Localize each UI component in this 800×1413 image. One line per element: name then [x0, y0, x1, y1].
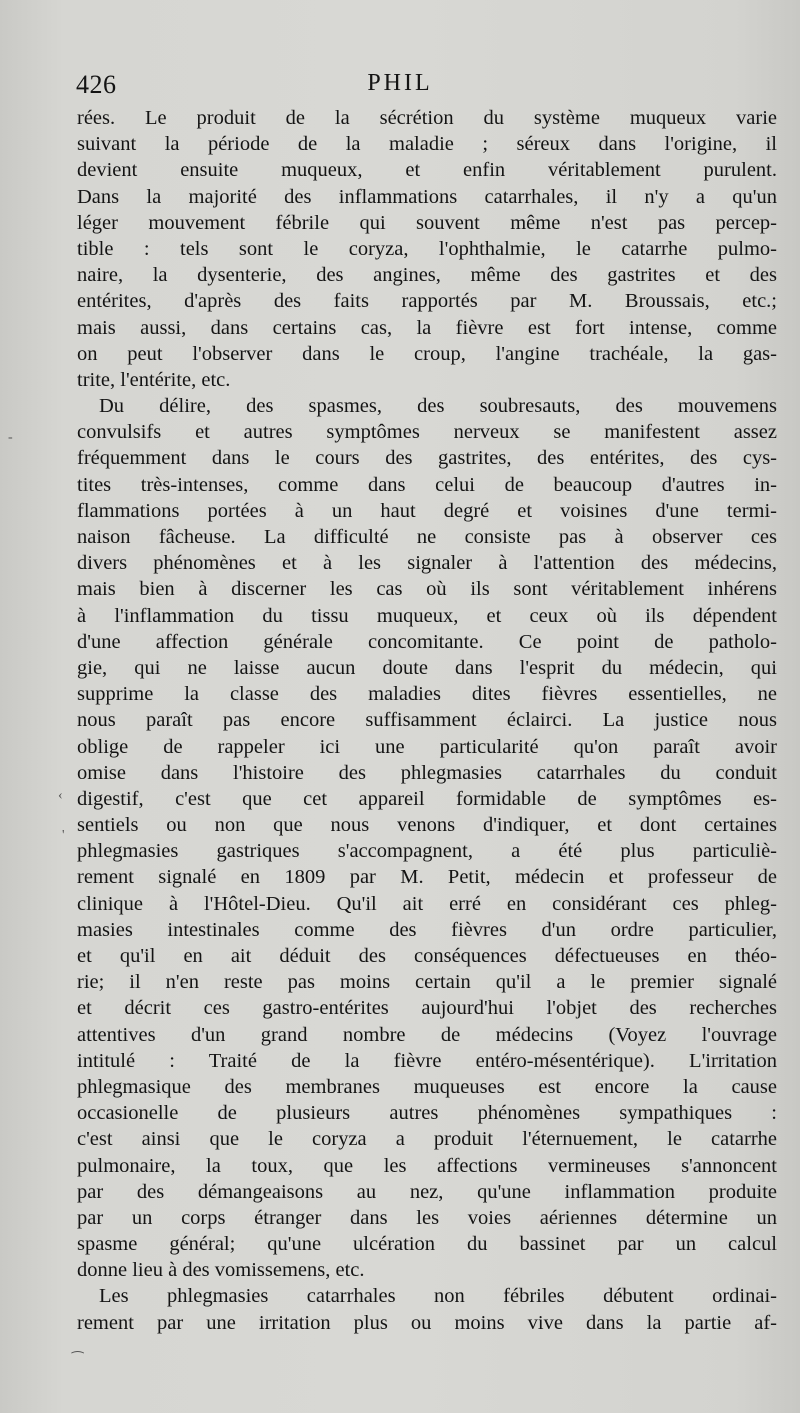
text-line: clinique à l'Hôtel-Dieu. Qu'il ait erré en considérant ces phleg-: [77, 892, 777, 915]
page-number: 426: [76, 70, 117, 99]
text-line: par un corps étranger dans les voies aériennes détermine un: [77, 1206, 777, 1229]
text-line: phlegmasies gastriques s'accompagnent, a été plus particuliè-: [77, 840, 777, 863]
text-line: Dans la majorité des inflammations catarrhales, il n'y a qu'un: [77, 185, 777, 208]
text-line: supprime la classe des maladies dites fièvres essentielles, ne: [77, 683, 777, 706]
text-line: sentiels ou non que nous venons d'indiquer, et dont certaines: [77, 814, 777, 837]
text-line: naire, la dysenterie, des angines, même des gastrites et des: [77, 264, 777, 287]
text-line: trite, l'entérite, etc.: [77, 368, 231, 391]
text-line: d'une affection générale concomitante. Ce point de patholo-: [77, 630, 777, 653]
text-line: tible : tels sont le coryza, l'ophthalmie, le catarrhe pulmo-: [77, 237, 777, 260]
text-line: gie, qui ne laisse aucun doute dans l'esprit du médecin, qui: [77, 656, 777, 679]
text-line: Les phlegmasies catarrhales non fébriles débutent ordinai-: [99, 1285, 777, 1308]
text-line: digestif, c'est que cet appareil formidable de symptômes es-: [77, 787, 777, 810]
body-text: [77, 105, 777, 1336]
margin-mark: ': [62, 828, 65, 843]
text-line: à l'inflammation du tissu muqueux, et ceux où ils dépendent: [77, 604, 777, 627]
text-line: nous paraît pas encore suffisamment éclairci. La justice nous: [77, 709, 777, 732]
text-line: rement par une irritation plus ou moins vive dans la partie af-: [77, 1311, 777, 1334]
text-line: naison fâcheuse. La difficulté ne consiste pas à observer ces: [77, 526, 777, 548]
text-line: mais aussi, dans certains cas, la fièvre est fort intense, comme: [77, 316, 777, 339]
text-line: rées. Le produit de la sécrétion du système muqueux varie: [77, 107, 777, 129]
margin-mark: ‹: [58, 788, 63, 803]
text-line: tites très-intenses, comme dans celui de beaucoup d'autres in-: [77, 473, 777, 496]
text-line: suivant la période de la maladie ; séreux dans l'origine, il: [77, 133, 777, 156]
text-line: flammations portées à un haut degré et voisines d'une termi-: [77, 499, 777, 522]
text-line: omise dans l'histoire des phlegmasies catarrhales du conduit: [77, 761, 777, 784]
margin-mark: ‐: [8, 430, 13, 445]
text-line: et qu'il en ait déduit des conséquences défectueuses en théo-: [77, 945, 777, 967]
text-line: donne lieu à des vomissemens, etc.: [77, 1259, 365, 1282]
text-line: convulsifs et autres symptômes nerveux se manifestent assez: [77, 421, 777, 444]
text-line: et décrit ces gastro-entérites aujourd'hui l'objet des recherches: [77, 997, 777, 1020]
running-head: PHIL: [367, 70, 433, 96]
text-line: attentives d'un grand nombre de médecins (Voyez l'ouvrage: [77, 1023, 777, 1046]
text-line: intitulé : Traité de la fièvre entéro-mésentérique). L'irritation: [77, 1049, 777, 1072]
text-line: masies intestinales comme des fièvres d'un ordre particulier,: [77, 918, 777, 941]
text-line: rie; il n'en reste pas moins certain qu'il a le premier signalé: [77, 971, 777, 994]
text-line: entérites, d'après des faits rapportés par M. Broussais, etc.;: [77, 290, 777, 313]
margin-mark: ⁀: [72, 1353, 84, 1368]
page-header: [76, 70, 724, 106]
text-line: occasionelle de plusieurs autres phénomènes sympathiques :: [77, 1102, 777, 1125]
text-line: pulmonaire, la toux, que les affections vermineuses s'annoncent: [77, 1154, 777, 1177]
text-line: par des démangeaisons au nez, qu'une inflammation produite: [77, 1180, 777, 1203]
text-line: rement signalé en 1809 par M. Petit, médecin et professeur de: [77, 866, 777, 889]
text-line: c'est ainsi que le coryza a produit l'éternuement, le catarrhe: [77, 1128, 777, 1151]
text-line: fréquemment dans le cours des gastrites, des entérites, des cys-: [77, 447, 777, 470]
text-line: mais bien à discerner les cas où ils sont véritablement inhérens: [77, 578, 777, 601]
text-line: devient ensuite muqueux, et enfin véritablement purulent.: [77, 159, 777, 182]
text-line: on peut l'observer dans le croup, l'angine trachéale, la gas-: [77, 342, 777, 365]
text-line: léger mouvement fébrile qui souvent même n'est pas percep-: [77, 211, 777, 234]
text-line: oblige de rappeler ici une particularité qu'on paraît avoir: [77, 735, 777, 758]
text-line: spasme général; qu'une ulcération du bassinet par un calcul: [77, 1233, 777, 1256]
text-line: divers phénomènes et à les signaler à l'attention des médecins,: [77, 552, 777, 575]
text-line: phlegmasique des membranes muqueuses est encore la cause: [77, 1075, 777, 1098]
text-line: Du délire, des spasmes, des soubresauts, des mouvemens: [99, 395, 777, 418]
